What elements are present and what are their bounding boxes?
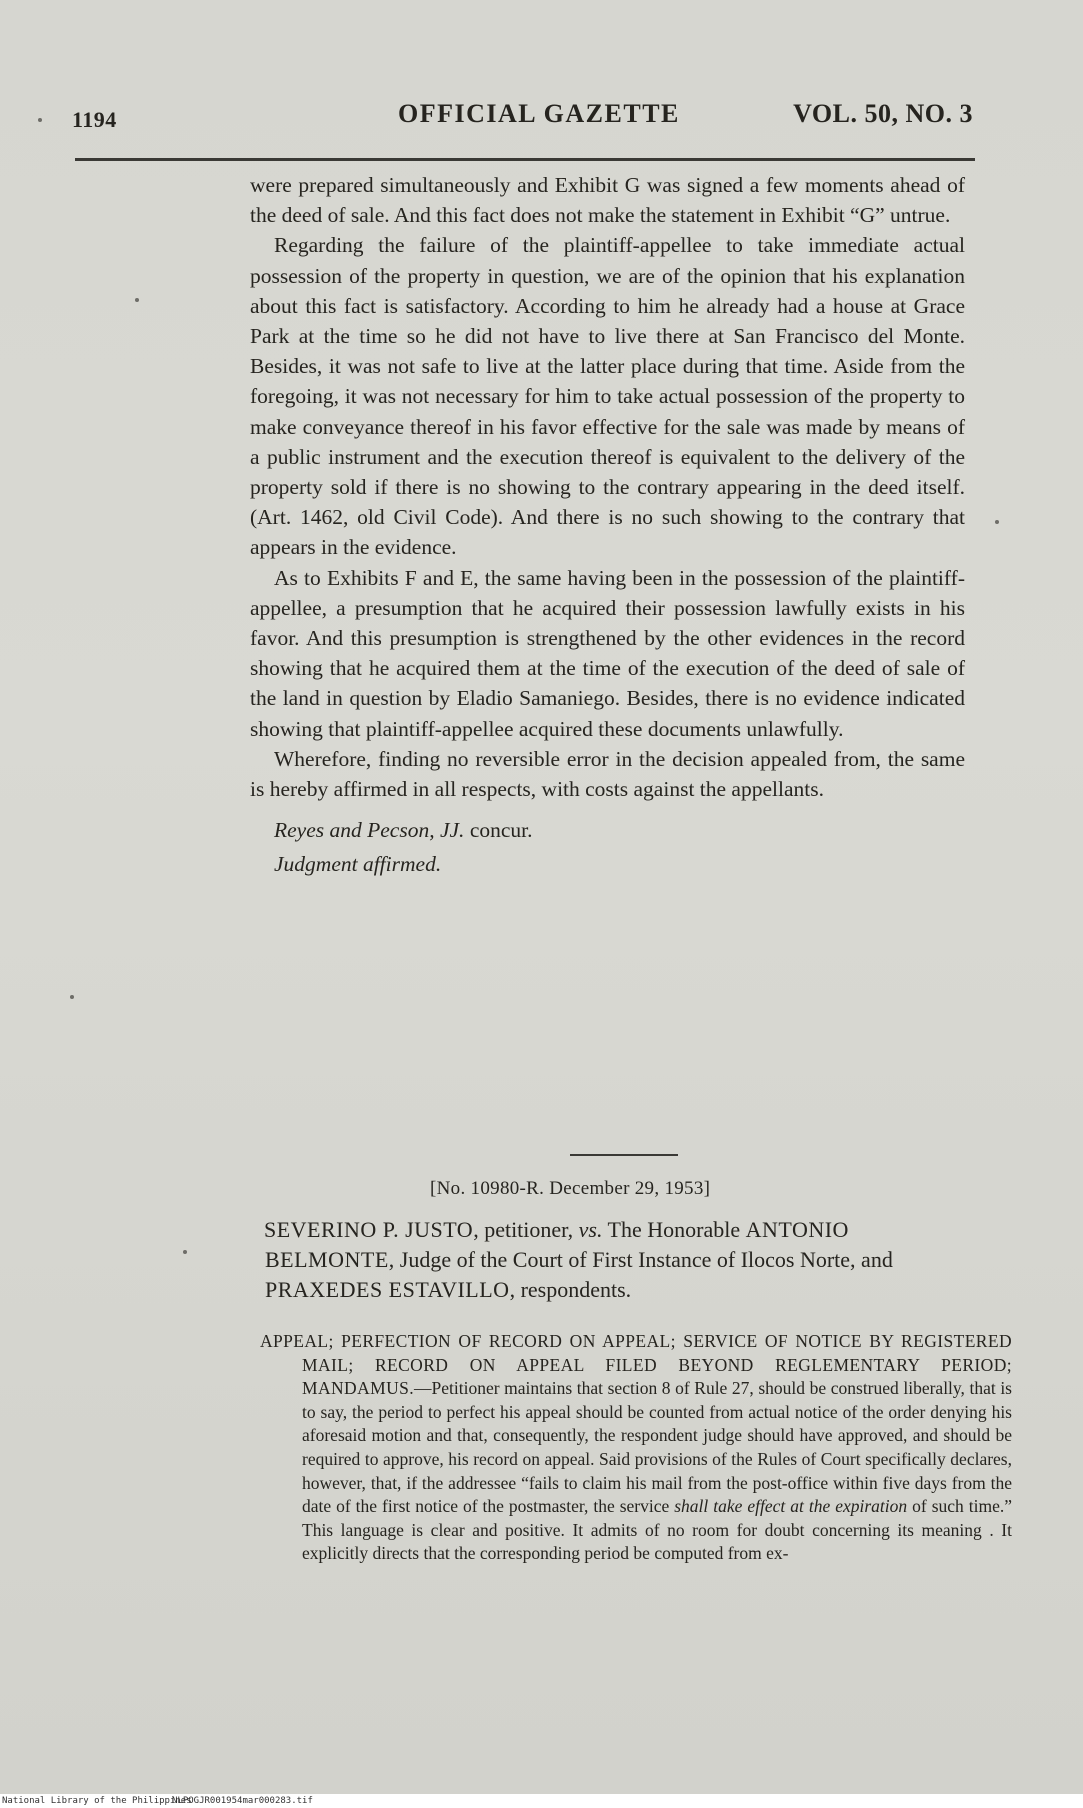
paragraph-exhibits: As to Exhibits F and E, the same having been in the possession of the plaintiff-appellee, a presumption that he acquired their possession lawfully exists in his favor. And this presumption is strengthened by the other evidences in the record showing that he acquired them at the time of the execution of the deed of sale of the land in question by Eladio Samaniego. Besides, there is no evidence indicated showing that plaintiff-appellee acquired these documents unlawfully. bbox=[250, 565, 965, 741]
scan-speck bbox=[38, 118, 42, 122]
decision-body bbox=[250, 170, 965, 880]
scan-filename: NLPOGJR001954mar000283.tif bbox=[172, 1796, 313, 1806]
page-header bbox=[70, 95, 975, 145]
scan-footer bbox=[0, 1794, 1083, 1808]
paragraph-possession: Regarding the failure of the plaintiff-appellee to take immediate actual possession of the property in question, we are of the opinion that his explanation about this fact is satisfactory. According to him he already had a house at Grace Park at the time so he did not have to live there at San Francisco del Monte. Besides, it was not safe to live at the latter place during that time. Aside from the foregoing, it was not necessary for him to take actual possession of the property to make conveyance thereof in his favor effective for the sale was made by means of a public instrument and the execution thereof is equivalent to the delivery of the property sold if there is no showing to the contrary appearing in the deed itself. (Art. 1462, old Civil Code). And there is no such showing to the contrary that appears in the evidence. bbox=[250, 233, 965, 560]
concur-word: concur. bbox=[469, 818, 533, 843]
judge-name: ANTONIO BELMONTE bbox=[265, 1217, 849, 1272]
paragraph-continuation: were prepared simultaneously and Exhibit G was signed a few moments ahead of the deed of sale. And this fact does not make the statement in Exhibit “G” untrue. bbox=[250, 173, 965, 228]
syllabus-text-a: —Petitioner maintains that section 8 of Rule 27, should be construed liberally, that is to say, the period to perfect his appeal should be counted from actual notice of the order denying his aforesaid motion and that, consequently, the respondent judge should have approved, and should be required to approve, his record on appeal. Said provisions of the Rules of Court specifically declares, however, that, if the addressee “fails to claim his mail from the post-office within five days from the date of the first notice of the postmaster, the service bbox=[302, 1378, 1012, 1517]
judgment-text: Judgment affirmed. bbox=[274, 852, 442, 877]
page-number: 1194 bbox=[72, 107, 117, 132]
petitioner-name: SEVERINO P. JUSTO bbox=[264, 1217, 474, 1242]
concurrence bbox=[250, 814, 965, 846]
versus: vs. bbox=[578, 1217, 603, 1242]
respondent-name: PRAXEDES ESTAVILLO bbox=[265, 1277, 510, 1302]
syllabus-italic: shall take effect at the expiration bbox=[674, 1496, 908, 1517]
petitioner-role: , petitioner, bbox=[473, 1217, 579, 1242]
volume-issue: VOL. 50, NO. 3 bbox=[793, 99, 973, 128]
judge-description: , Judge of the Court of First Instance of Ilocos Norte, and bbox=[388, 1247, 893, 1272]
concurring-justices: Reyes and Pecson, JJ. bbox=[274, 818, 465, 843]
publication-title: OFFICIAL GAZETTE bbox=[398, 99, 680, 128]
scan-speck bbox=[995, 520, 999, 524]
library-credit: National Library of the Philippines bbox=[2, 1796, 192, 1806]
section-divider bbox=[570, 1154, 678, 1156]
paragraph-wherefore: Wherefore, finding no reversible error in the decision appealed from, the same is hereby affirmed in all respects, with costs against the appellants. bbox=[250, 746, 965, 802]
judgment-line bbox=[250, 848, 965, 880]
header-rule bbox=[75, 158, 975, 161]
scan-speck bbox=[135, 298, 139, 302]
respondents-tail: , respondents. bbox=[509, 1277, 632, 1302]
syllabus bbox=[260, 1330, 1012, 1566]
case-number: [No. 10980-R. December 29, 1953] bbox=[430, 1178, 711, 1199]
case-parties bbox=[265, 1215, 965, 1305]
syllabus-topics: APPEAL; PERFECTION OF RECORD ON APPEAL; SERVICE OF NOTICE BY REGISTERED MAIL; RECORD ON APPEAL FILED BEYOND REGLEMENTARY PERIOD; MANDAMUS. bbox=[260, 1331, 1012, 1399]
scan-speck bbox=[70, 995, 74, 999]
syllabus-text-b: of such time.” This language is clear and positive. It admits of no room for doubt concerning its meaning . It explicitly directs that the corresponding period be computed from ex- bbox=[302, 1496, 1013, 1564]
scan-speck bbox=[183, 1250, 187, 1254]
respondent-intro: The Honorable bbox=[602, 1217, 746, 1242]
